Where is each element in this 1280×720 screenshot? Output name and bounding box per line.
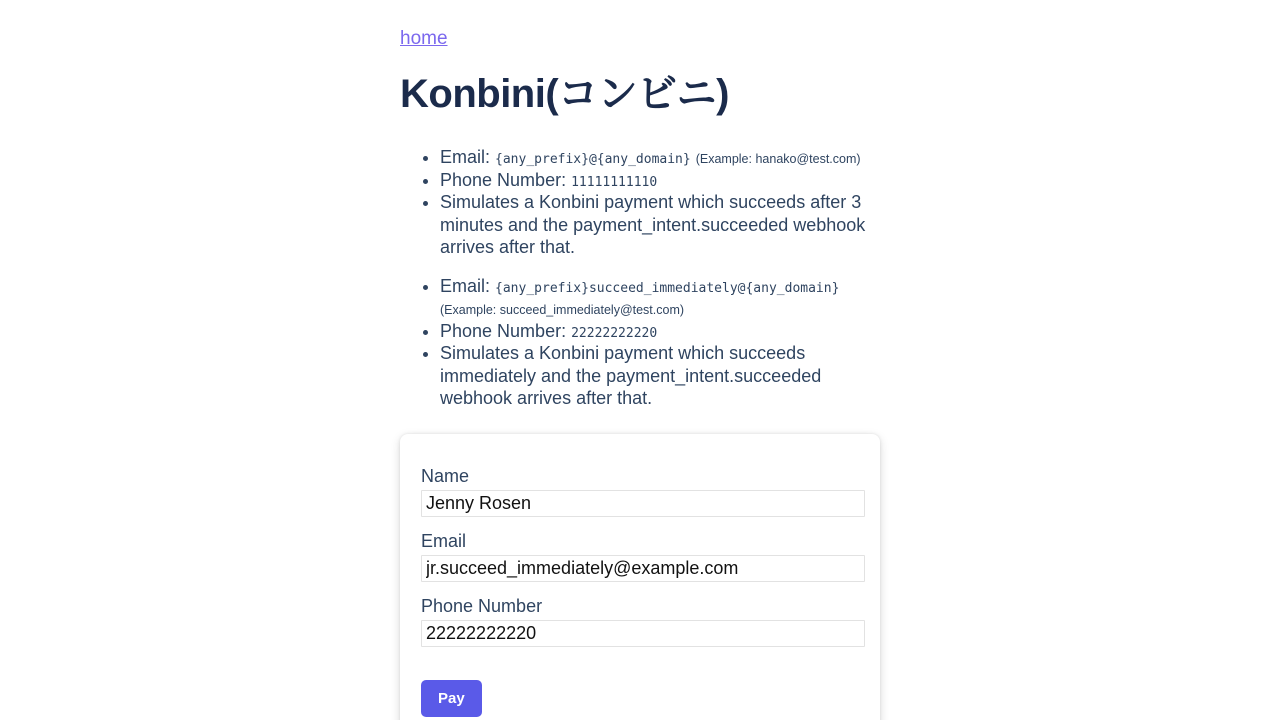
phone-input[interactable] <box>421 620 865 647</box>
email-input[interactable] <box>421 555 865 582</box>
list-item <box>440 342 880 410</box>
instructions-list-succeed-after-3-min <box>400 146 880 259</box>
payment-form <box>421 466 865 717</box>
list-item-prefix: Phone Number: <box>440 320 567 341</box>
example-note: (Example: hanako@test.com) <box>695 152 861 166</box>
instructions-list-succeed-immediately <box>400 275 880 410</box>
home-link[interactable]: home <box>400 28 448 49</box>
list-item <box>440 275 880 320</box>
list-item-text: Simulates a Konbini payment which succeeds after 3 minutes and the payment_intent.succeeded webhook arrives after that. <box>440 192 866 257</box>
page-title: Konbini(コンビニ) <box>400 72 729 116</box>
list-item <box>440 320 880 343</box>
email-label: Email <box>421 530 467 551</box>
list-item-prefix: Email: <box>440 275 491 296</box>
list-item-text: Simulates a Konbini payment which succeeds immediately and the payment_intent.succeeded webhook arrives after that. <box>440 343 822 408</box>
list-item <box>440 191 880 259</box>
phone-number-label: Phone Number <box>421 595 543 616</box>
list-item <box>440 146 880 169</box>
email-pattern-code: {any_prefix}@{any_domain} <box>495 152 691 167</box>
name-input[interactable] <box>421 490 865 517</box>
example-note: (Example: succeed_immediately@test.com) <box>440 303 685 317</box>
list-item <box>440 169 880 192</box>
list-item-prefix: Phone Number: <box>440 169 567 190</box>
pay-button[interactable]: Pay <box>421 680 482 717</box>
email-pattern-code: {any_prefix}succeed_immediately@{any_domain} <box>495 280 840 296</box>
main-content <box>400 0 880 720</box>
payment-form-card <box>400 434 880 720</box>
phone-number-code: 22222222220 <box>571 325 658 341</box>
list-item-prefix: Email: <box>440 147 491 167</box>
name-label: Name <box>421 465 470 486</box>
phone-number-code: 11111111110 <box>571 174 658 190</box>
